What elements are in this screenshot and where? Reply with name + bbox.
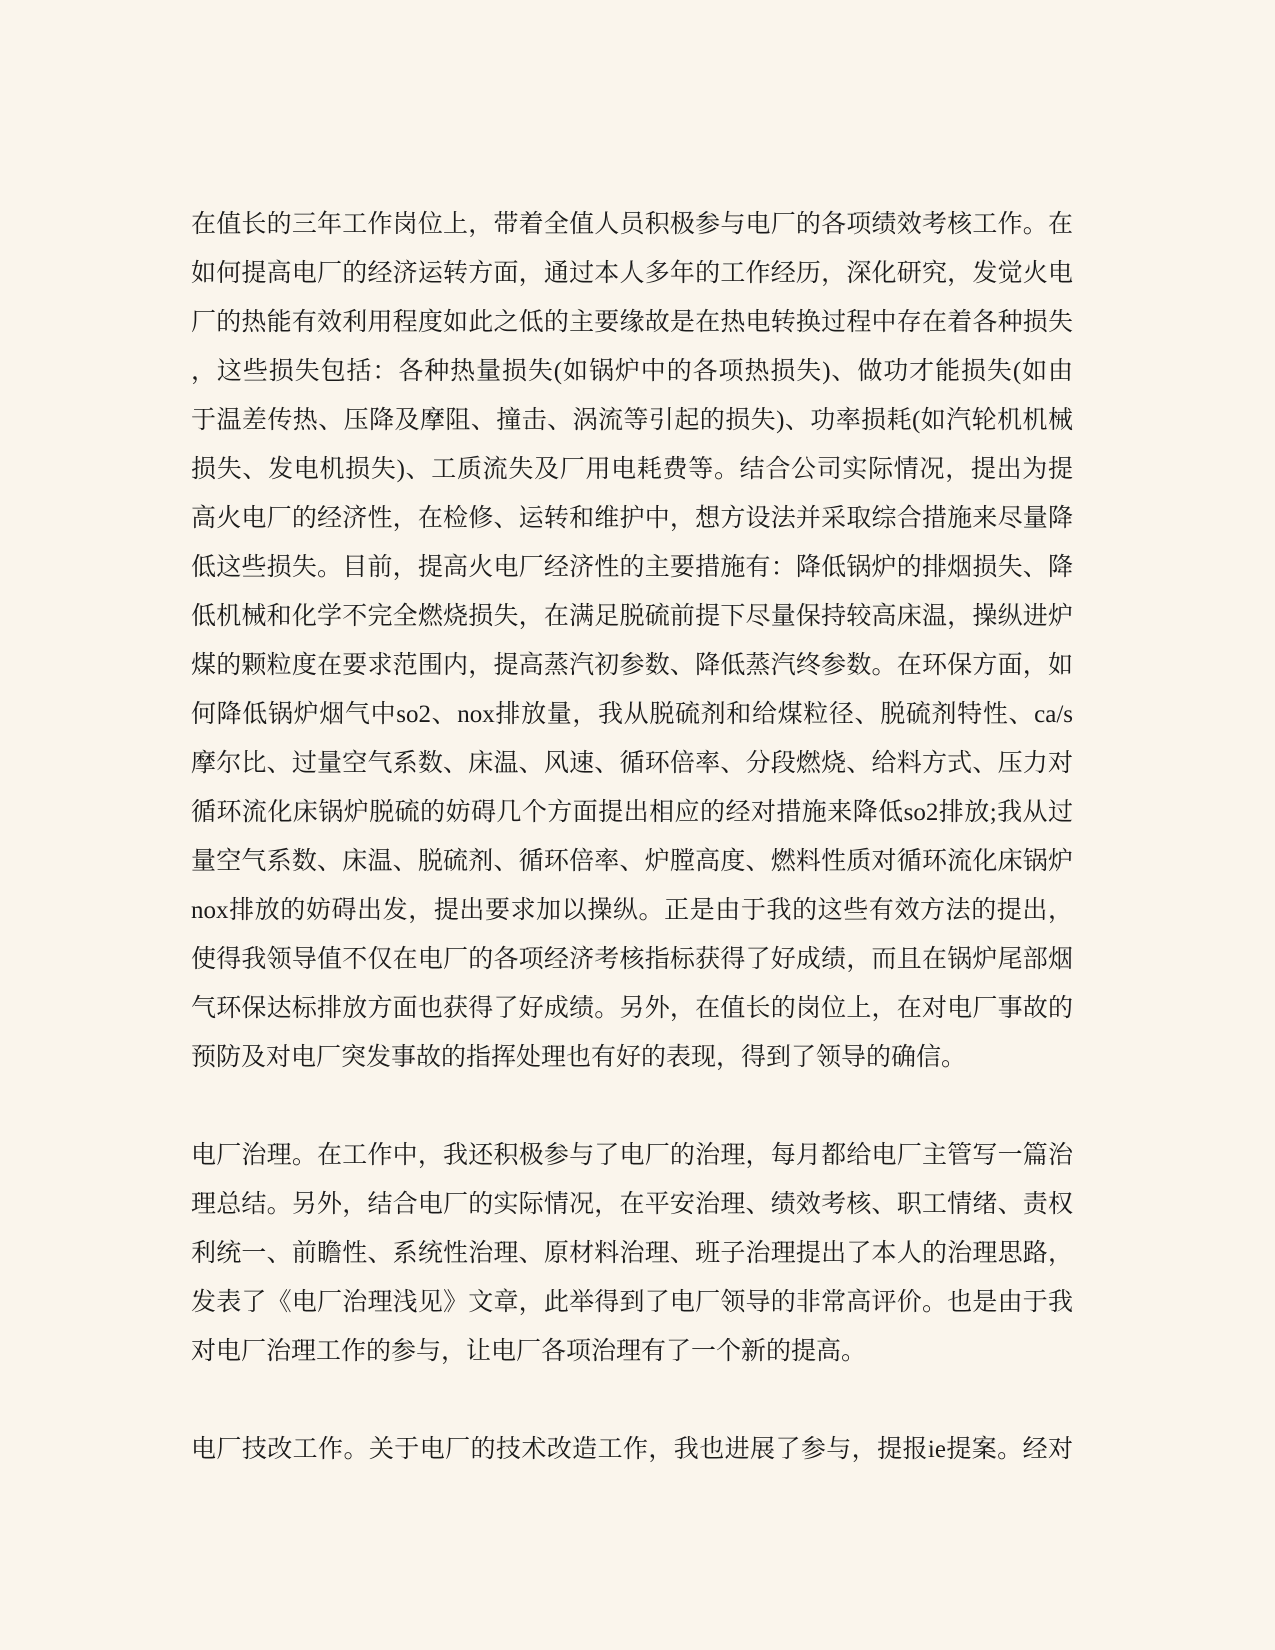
text-line: 使得我领导值不仅在电厂的各项经济考核指标获得了好成绩，而且在锅炉尾部烟 [191, 946, 1073, 973]
text-line: 厂的热能有效利用程度如此之低的主要缘故是在热电转换过程中存在着各种损失 [191, 309, 1073, 336]
text-line: 如何提高电厂的经济运转方面，通过本人多年的工作经历，深化研究，发觉火电 [191, 260, 1073, 287]
text-line: 发表了《电厂治理浅见》文章，此举得到了电厂领导的非常高评价。也是由于我 [191, 1289, 1073, 1316]
text-line: 利统一、前瞻性、系统性治理、原材料治理、班子治理提出了本人的治理思路， [191, 1240, 1073, 1267]
text-line: nox排放的妨碍出发，提出要求加以操纵。正是由于我的这些有效方法的提出， [191, 897, 1073, 924]
text-line: 损失、发电机损失)、工质流失及厂用电耗费等。结合公司实际情况，提出为提 [191, 456, 1073, 483]
text-line: 低这些损失。目前，提高火电厂经济性的主要措施有：降低锅炉的排烟损失、降 [191, 554, 1073, 581]
text-line: 理总结。另外，结合电厂的实际情况，在平安治理、绩效考核、职工情绪、责权 [191, 1191, 1073, 1218]
text-line: 预防及对电厂突发事故的指挥处理也有好的表现，得到了领导的确信。 [191, 1044, 967, 1071]
paragraph-performance-work [191, 200, 1073, 1082]
paragraph-plant-management [191, 1131, 1073, 1376]
text-line: 低机械和化学不完全燃烧损失，在满足脱硫前提下尽量保持较高床温，操纵进炉 [191, 603, 1073, 630]
text-line: 摩尔比、过量空气系数、床温、风速、循环倍率、分段燃烧、给料方式、压力对 [191, 750, 1073, 777]
text-line: ，这些损失包括：各种热量损失(如锅炉中的各项热损失)、做功才能损失(如由 [191, 358, 1073, 385]
text-line: 煤的颗粒度在要求范围内，提高蒸汽初参数、降低蒸汽终参数。在环保方面，如 [191, 652, 1073, 679]
text-line: 高火电厂的经济性，在检修、运转和维护中，想方设法并采取综合措施来尽量降 [191, 505, 1073, 532]
paragraph-technical-improvement [191, 1425, 1073, 1474]
text-line: 在值长的三年工作岗位上，带着全值人员积极参与电厂的各项绩效考核工作。在 [191, 211, 1073, 238]
text-line: 量空气系数、床温、脱硫剂、循环倍率、炉膛高度、燃料性质对循环流化床锅炉 [191, 848, 1073, 875]
text-line: 于温差传热、压降及摩阻、撞击、涡流等引起的损失)、功率损耗(如汽轮机机械 [191, 407, 1073, 434]
document-content [191, 200, 1073, 1474]
text-line: 电厂技改工作。关于电厂的技术改造工作，我也进展了参与，提报ie提案。经对 [191, 1436, 1073, 1463]
text-line: 电厂治理。在工作中，我还积极参与了电厂的治理，每月都给电厂主管写一篇治 [191, 1142, 1073, 1169]
text-line: 循环流化床锅炉脱硫的妨碍几个方面提出相应的经对措施来降低so2排放;我从过 [191, 799, 1073, 826]
text-line: 对电厂治理工作的参与，让电厂各项治理有了一个新的提高。 [191, 1338, 867, 1365]
text-line: 何降低锅炉烟气中so2、nox排放量，我从脱硫剂和给煤粒径、脱硫剂特性、ca/s [191, 701, 1073, 728]
text-line: 气环保达标排放方面也获得了好成绩。另外，在值长的岗位上，在对电厂事故的 [191, 995, 1073, 1022]
